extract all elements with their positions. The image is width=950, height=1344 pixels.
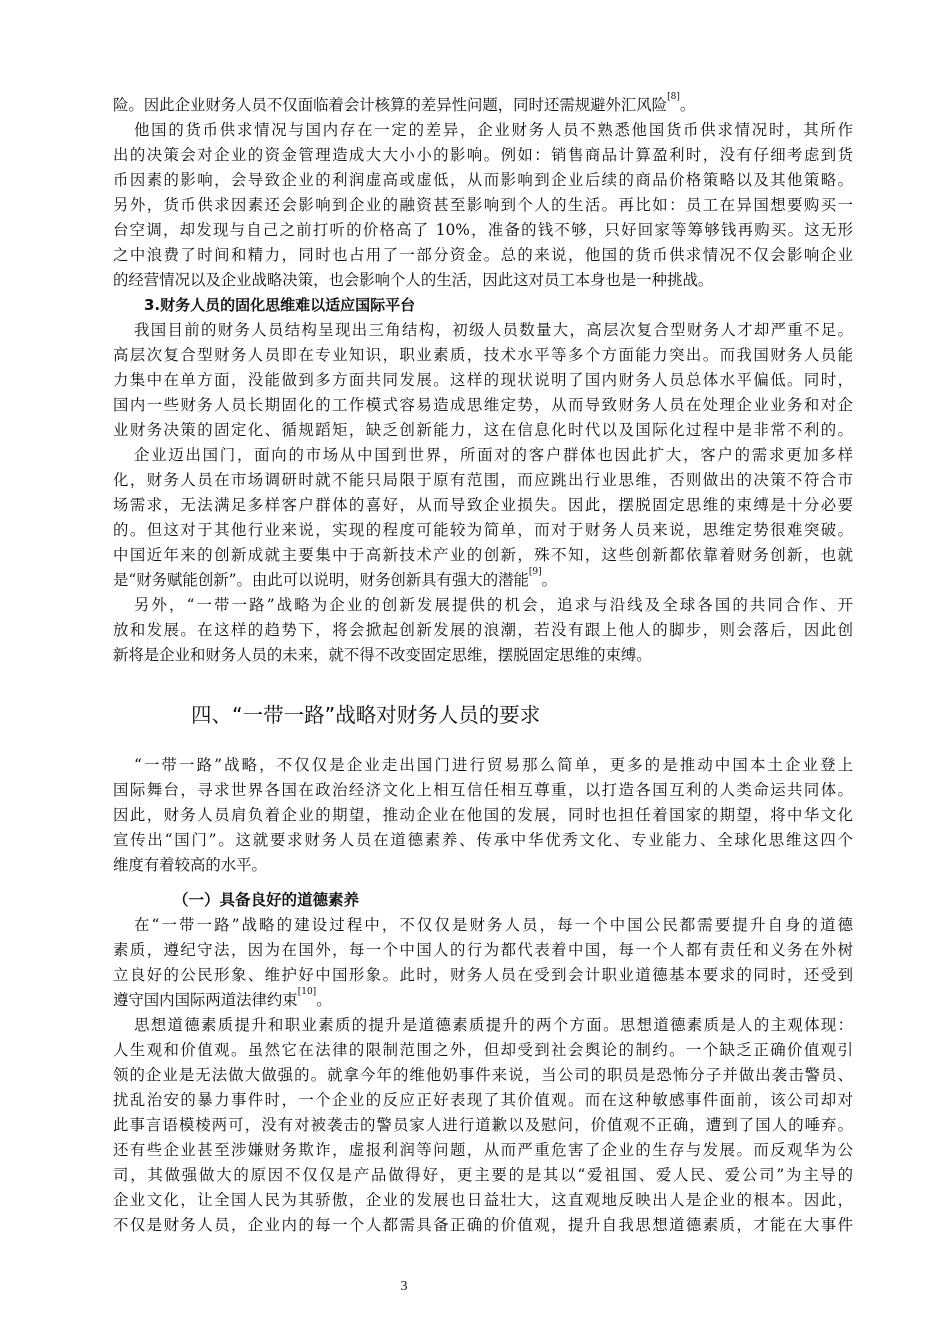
line-text: 他国的货币供求情况与国内存在一定的差异，企业财务人员不熟悉他国货币供求情况时，其所作 — [134, 121, 853, 139]
line-text: 中国近年来的创新成就主要集中于高新技术产业的创新，殊不知，这些创新都依靠着财务创新，也就 — [113, 546, 853, 564]
text-line — [113, 643, 853, 668]
text-line — [113, 803, 853, 828]
text-line — [113, 1138, 853, 1163]
line-text: 另外，“一带一路”战略为企业的创新发展提供的机会，追求与沿线及全球各国的共同合作、开 — [134, 596, 853, 614]
line-tail: 。 — [541, 571, 558, 589]
text-line — [113, 1038, 853, 1063]
line-text: 领的企业是无法做大做强的。就拿今年的维他奶事件来说，当公司的职员是恐怖分子并做出袭击警员、 — [113, 1066, 853, 1084]
line-text: 企业迈出国门，面向的市场从中国到世界，所面对的客户群体也因此扩大，客户的需求更加多样 — [134, 446, 853, 464]
line-text: 场需求，无法满足多样客户群体的喜好，从而导致企业损失。因此，摆脱固定思维的束缚是十分必要 — [113, 496, 853, 514]
line-text: 思想道德素质提升和职业素质的提升是道德素质提升的两个方面。思想道德素质是人的主观体现： — [134, 1016, 853, 1034]
line-text: 高层次复合型财务人员即在专业知识，职业素质，技术水平等多个方面能力突出。而我国财务人员能 — [113, 346, 853, 364]
text-line — [113, 618, 853, 643]
text-line — [113, 368, 853, 393]
line-text: 立良好的公民形象、维护好中国形象。此时，财务人员在受到会计职业道德基本要求的同时，还受到 — [113, 966, 853, 984]
line-text: 在“一带一路”战略的建设过程中，不仅仅是财务人员，每一个中国公民都需要提升自身的道德 — [134, 916, 853, 934]
line-tail: 。 — [679, 96, 696, 114]
text-line — [134, 1013, 853, 1038]
text-line — [113, 1088, 853, 1113]
text-line — [113, 1213, 853, 1238]
line-text: 司，其做强做大的原因不仅仅是产品做得好，更主要的是其以“爱祖国、爱人民、爱公司”为主导的 — [113, 1166, 853, 1184]
line-text: 化，财务人员在市场调研时就不能只局限于原有范围，而应跳出行业思维，否则做出的决策不符合市 — [113, 471, 853, 489]
line-text: 国际舞台，寻求世界各国在政治经济文化上相互信任相互尊重，以打造各国互利的人类命运共同体。 — [113, 781, 853, 799]
line-text: 因此，财务人员肩负着企业的期望，推动企业在他国的发展，同时也担任着国家的期望，将中华文化 — [113, 806, 853, 824]
line-text: 台空调，却发现与自己之前打听的价格高了 10%，准备的钱不够，只好回家等筹够钱再购买。这无形 — [113, 221, 853, 239]
text-line — [113, 1188, 853, 1213]
line-text: “一带一路”战略，不仅仅是企业走出国门进行贸易那么简单，更多的是推动中国本土企业登上 — [134, 756, 853, 774]
text-line — [113, 393, 853, 418]
text-line — [134, 118, 853, 143]
line-text: 力集中在单方面，没能做到多方面共同发展。这样的现状说明了国内财务人员总体水平偏低。同时， — [113, 371, 853, 389]
citation-marker: [10] — [297, 987, 317, 997]
text-line — [113, 168, 853, 193]
line-text: 出的决策会对企业的资金管理造成大大小小的影响。例如：销售商品计算盈利时，没有仔细考虑到货 — [113, 146, 853, 164]
line-text: 的经营情况以及企业战略决策，也会影响个人的生活，因此这对员工本身也是一种挑战。 — [113, 271, 714, 289]
text-line — [113, 493, 853, 518]
line-text: 的。但这对于其他行业来说，实现的程度可能较为简单，而对于财务人员来说，思维定势很难突破。 — [113, 521, 853, 539]
line-text: 宣传出“国门”。这就要求财务人员在道德素养、传承中华优秀文化、专业能力、全球化思维这四个 — [113, 831, 853, 849]
text-line — [113, 193, 853, 218]
text-line — [134, 593, 853, 618]
text-line — [113, 93, 853, 118]
line-text: 之中浪费了时间和精力，同时也占用了一部分资金。总的来说，他国的货币供求情况不仅会影响企业 — [113, 246, 853, 264]
text-line — [113, 518, 853, 543]
text-line — [113, 853, 853, 878]
citation-marker: [9] — [528, 567, 542, 577]
line-text: 人生观和价值观。虽然它在法律的限制范围之外，但却受到社会舆论的制约。一个缺乏正确价值观引 — [113, 1041, 853, 1059]
text-line — [113, 1113, 853, 1138]
line-text: 遵守国内国际两道法律约束 — [113, 991, 298, 1009]
line-text: 险。因此企业财务人员不仅面临着会计核算的差异性问题，同时还需规避外汇风险 — [113, 96, 668, 114]
line-text: 企业文化，让全国人民为其骄傲，企业的发展也日益壮大，这直观地反映出人是企业的根本。因此， — [113, 1191, 853, 1209]
line-text: 放和发展。在这样的趋势下，将会掀起创新发展的浪潮，若没有跟上他人的脚步，则会落后，因此创 — [113, 621, 853, 639]
line-text: 是“财务赋能创新”。由此可以说明，财务创新具有强大的潜能 — [113, 571, 529, 589]
text-line — [113, 243, 853, 268]
line-text: 不仅是财务人员，企业内的每一个人都需具备正确的价值观，提升自我思想道德素质，才能在大事件 — [113, 1216, 853, 1234]
line-tail: 。 — [316, 991, 332, 1009]
text-line — [113, 938, 853, 963]
text-line — [113, 418, 853, 443]
subheading-rigid-thinking: 3.财务人员的固化思维难以适应国际平台 — [144, 296, 416, 314]
text-line — [113, 988, 853, 1013]
text-line — [113, 828, 853, 853]
section-heading: 四、“一带一路”战略对财务人员的要求 — [191, 703, 541, 727]
line-text: 另外，货币供求因素还会影响到企业的融资甚至影响到个人的生活。再比如：员工在异国想要购买一 — [113, 196, 853, 214]
line-text: 还有些企业甚至涉嫌财务欺诈，虚报利润等问题，从而严重危害了企业的生存与发展。而反观华为公 — [113, 1141, 853, 1159]
text-line — [134, 318, 853, 343]
line-text: 国内一些财务人员长期固化的工作模式容易造成思维定势，从而导致财务人员在处理企业业务和对企 — [113, 396, 853, 414]
text-line — [134, 913, 853, 938]
line-text: 我国目前的财务人员结构呈现出三角结构，初级人员数量大，高层次复合型财务人才却严重不足。 — [134, 321, 853, 339]
line-text: 业财务决策的固定化、循规蹈矩，缺乏创新能力，这在信息化时代以及国际化过程中是非常不利的。 — [113, 421, 853, 439]
text-line — [113, 343, 853, 368]
text-line — [113, 1163, 853, 1188]
subheading-moral-quality: （一）具备良好的道德素养 — [173, 891, 360, 909]
line-text: 维度有着较高的水平。 — [113, 856, 267, 874]
text-line — [113, 143, 853, 168]
line-text: 新将是企业和财务人员的未来，就不得不改变固定思维，摆脱固定思维的束缚。 — [113, 646, 652, 664]
citation-marker: [8] — [667, 92, 680, 102]
text-line — [134, 753, 853, 778]
text-line — [113, 963, 853, 988]
text-line — [113, 218, 853, 243]
text-line — [113, 268, 853, 293]
line-text: 币因素的影响，会导致企业的利润虚高或虚低，从而影响到企业后续的商品价格策略以及其他策略。 — [113, 171, 853, 189]
text-line — [134, 443, 853, 468]
text-line — [113, 1063, 853, 1088]
page-number: 3 — [400, 1279, 408, 1294]
line-text: 素质，遵纪守法，因为在国外，每一个中国人的行为都代表着中国，每一个人都有责任和义务在外树 — [113, 941, 853, 959]
text-line — [113, 568, 853, 593]
text-line — [113, 468, 853, 493]
text-line — [113, 543, 853, 568]
text-line — [113, 778, 853, 803]
line-text: 扰乱治安的暴力事件时，一个企业的反应正好表现了其价值观。而在这种敏感事件面前，该公司却对 — [113, 1091, 853, 1109]
line-text: 此事言语模棱两可，没有对被袭击的警员家人进行道歉以及慰问，价值观不正确，遭到了国人的唾弃。 — [113, 1116, 853, 1134]
